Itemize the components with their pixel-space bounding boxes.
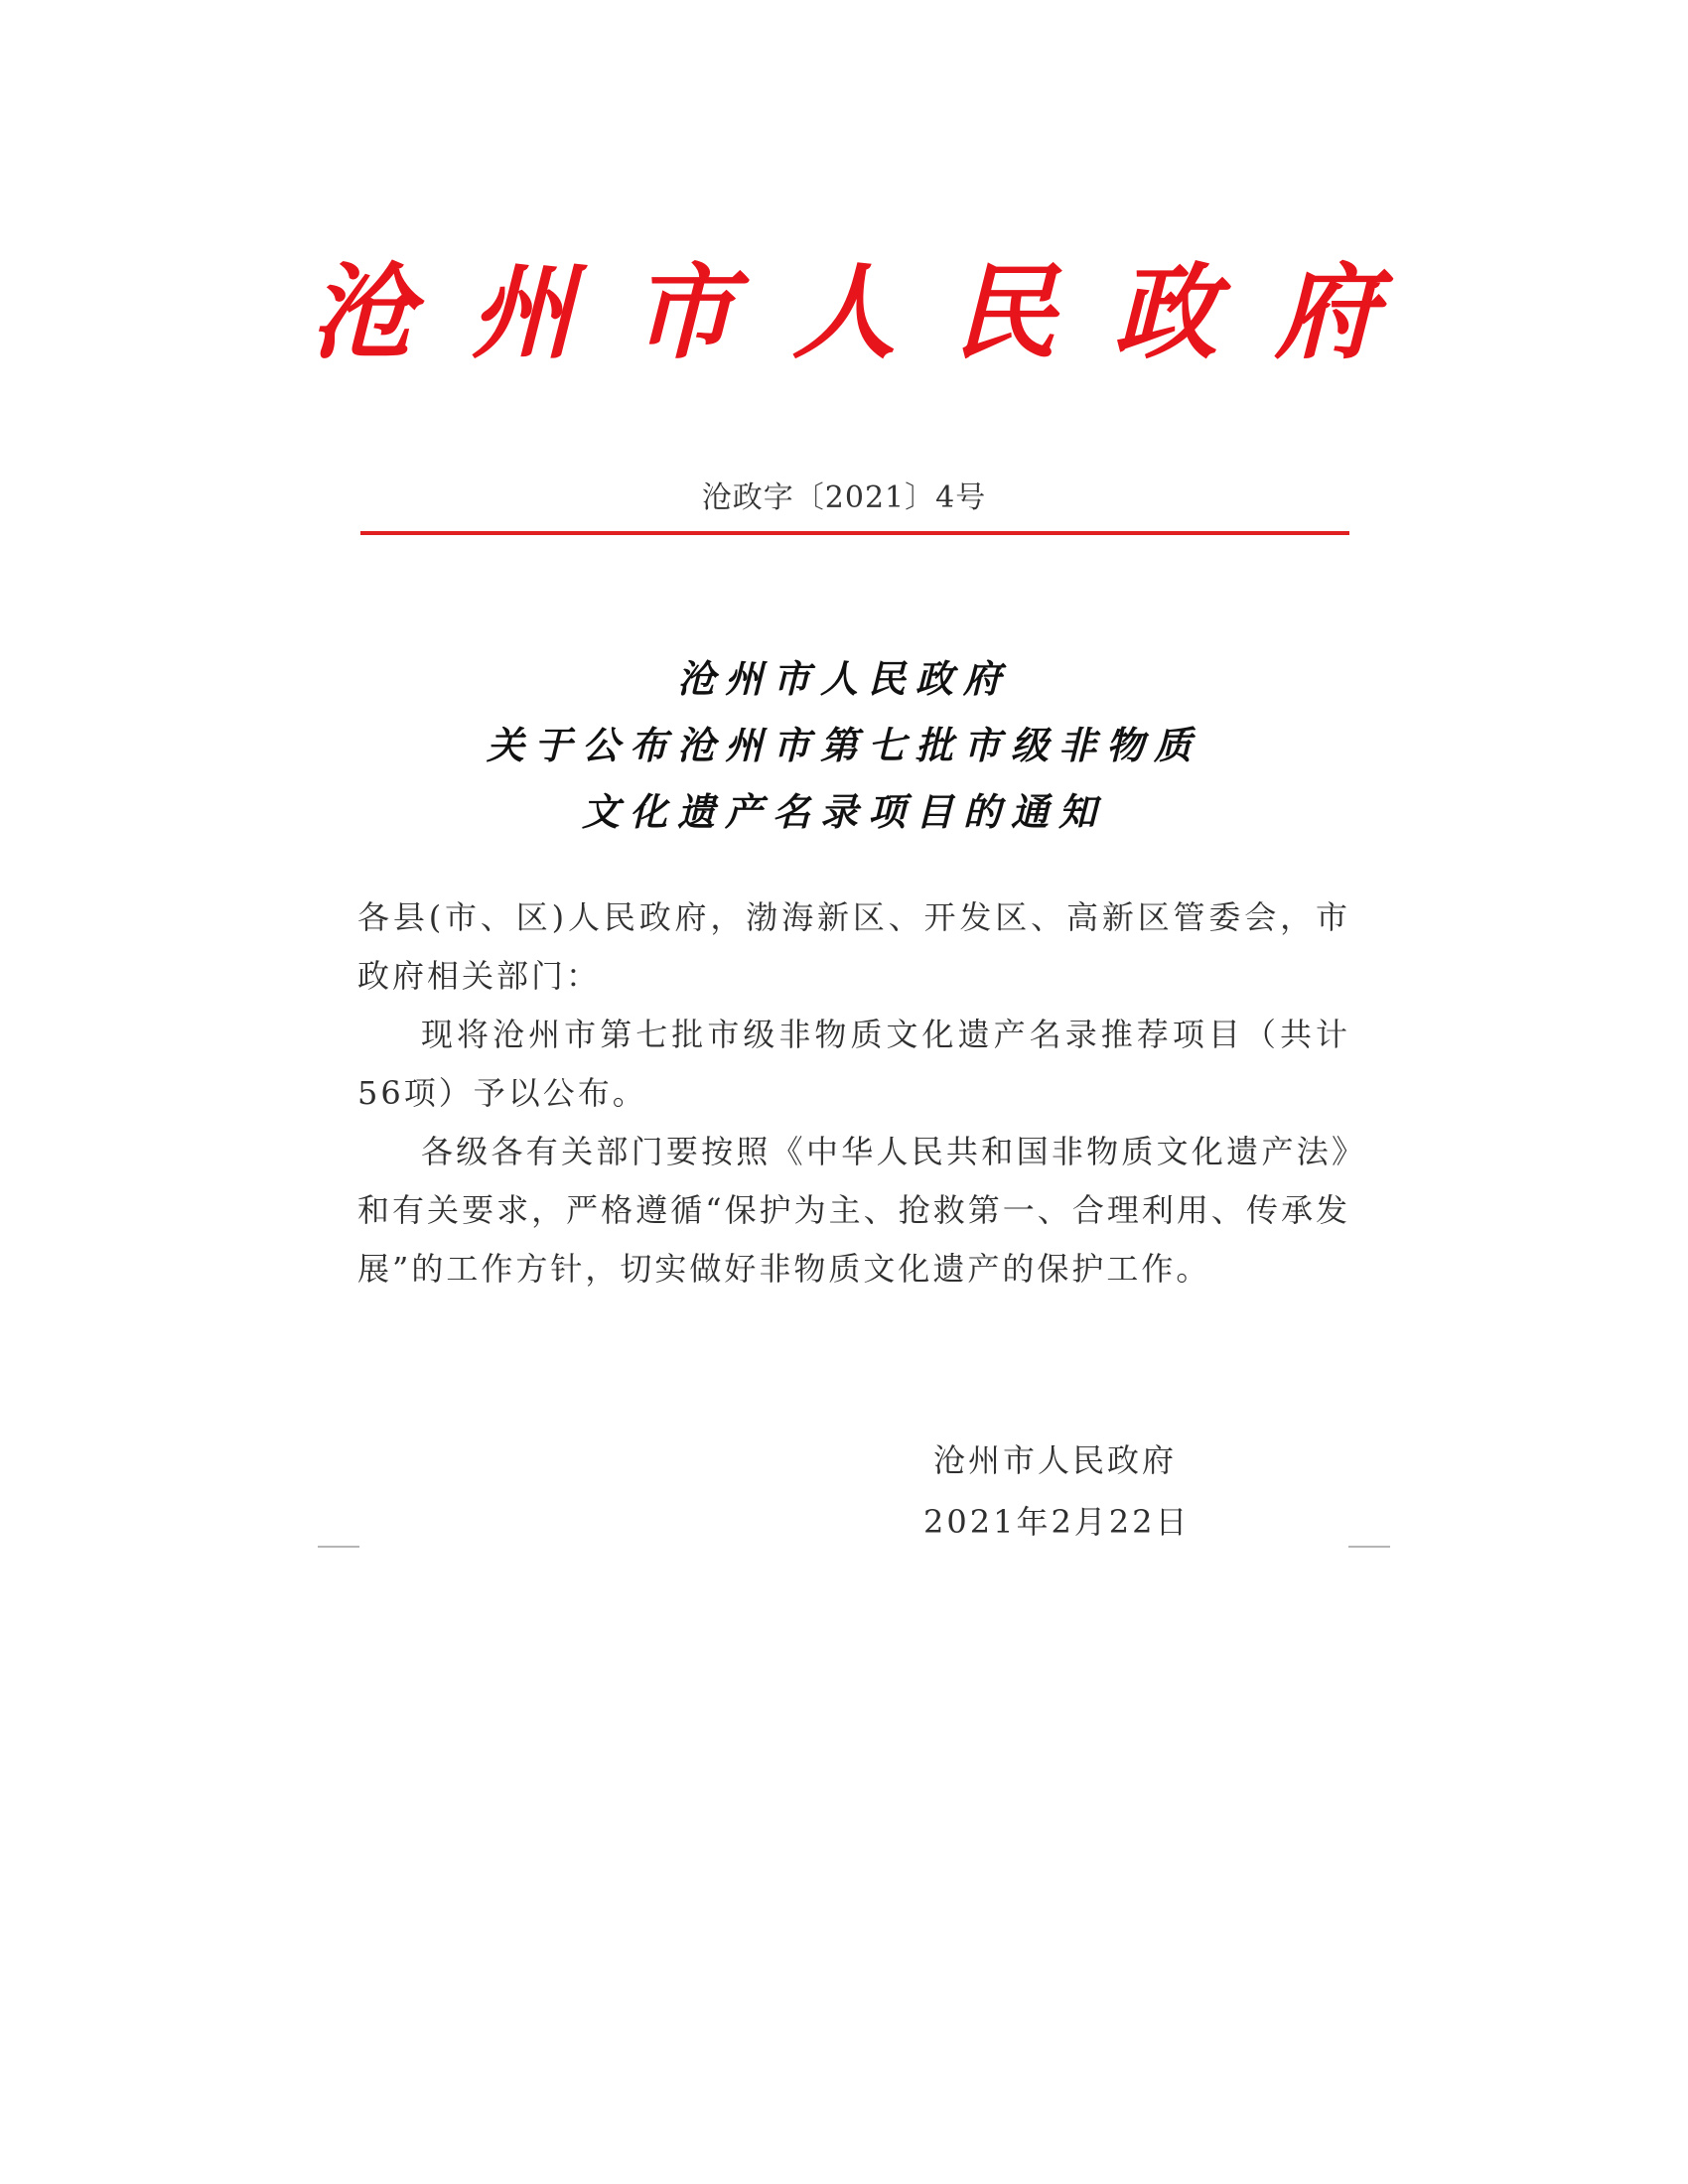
issue-date: 2021年2月22日 [923, 1503, 1191, 1541]
document-number: 沧政字〔2021〕4号 [701, 480, 987, 515]
signature-block [923, 1430, 1221, 1553]
footer-right-rule [1348, 1546, 1390, 1548]
body-paragraph-1: 现将沧州市第七批市级非物质文化遗产名录推荐项目（共计56项）予以公布。 [357, 1016, 1350, 1112]
notice-title [0, 645, 1688, 845]
footer-left-rule [318, 1546, 359, 1548]
notice-title-line-2: 关于公布沧州市第七批市级非物质 [486, 723, 1201, 767]
notice-title-line-3: 文化遗产名录项目的通知 [581, 789, 1106, 834]
issuer-name: 沧州市人民政府 [933, 1441, 1178, 1479]
addressee-paragraph: 各县(市、区)人民政府，渤海新区、开发区、高新区管委会，市政府相关部门： [357, 898, 1350, 995]
body-paragraph-2: 各级各有关部门要按照《中华人民共和国非物质文化遗产法》和有关要求，严格遵循“保护为主、抢救第一、合理利用、传承发展”的工作方针，切实做好非物质文化遗产的保护工作。 [357, 1133, 1350, 1288]
notice-body [357, 888, 1350, 1298]
red-separator-line [360, 531, 1349, 535]
notice-title-line-1: 沧州市人民政府 [676, 656, 1011, 701]
masthead-title: 沧州市人民政府 [309, 251, 1436, 373]
